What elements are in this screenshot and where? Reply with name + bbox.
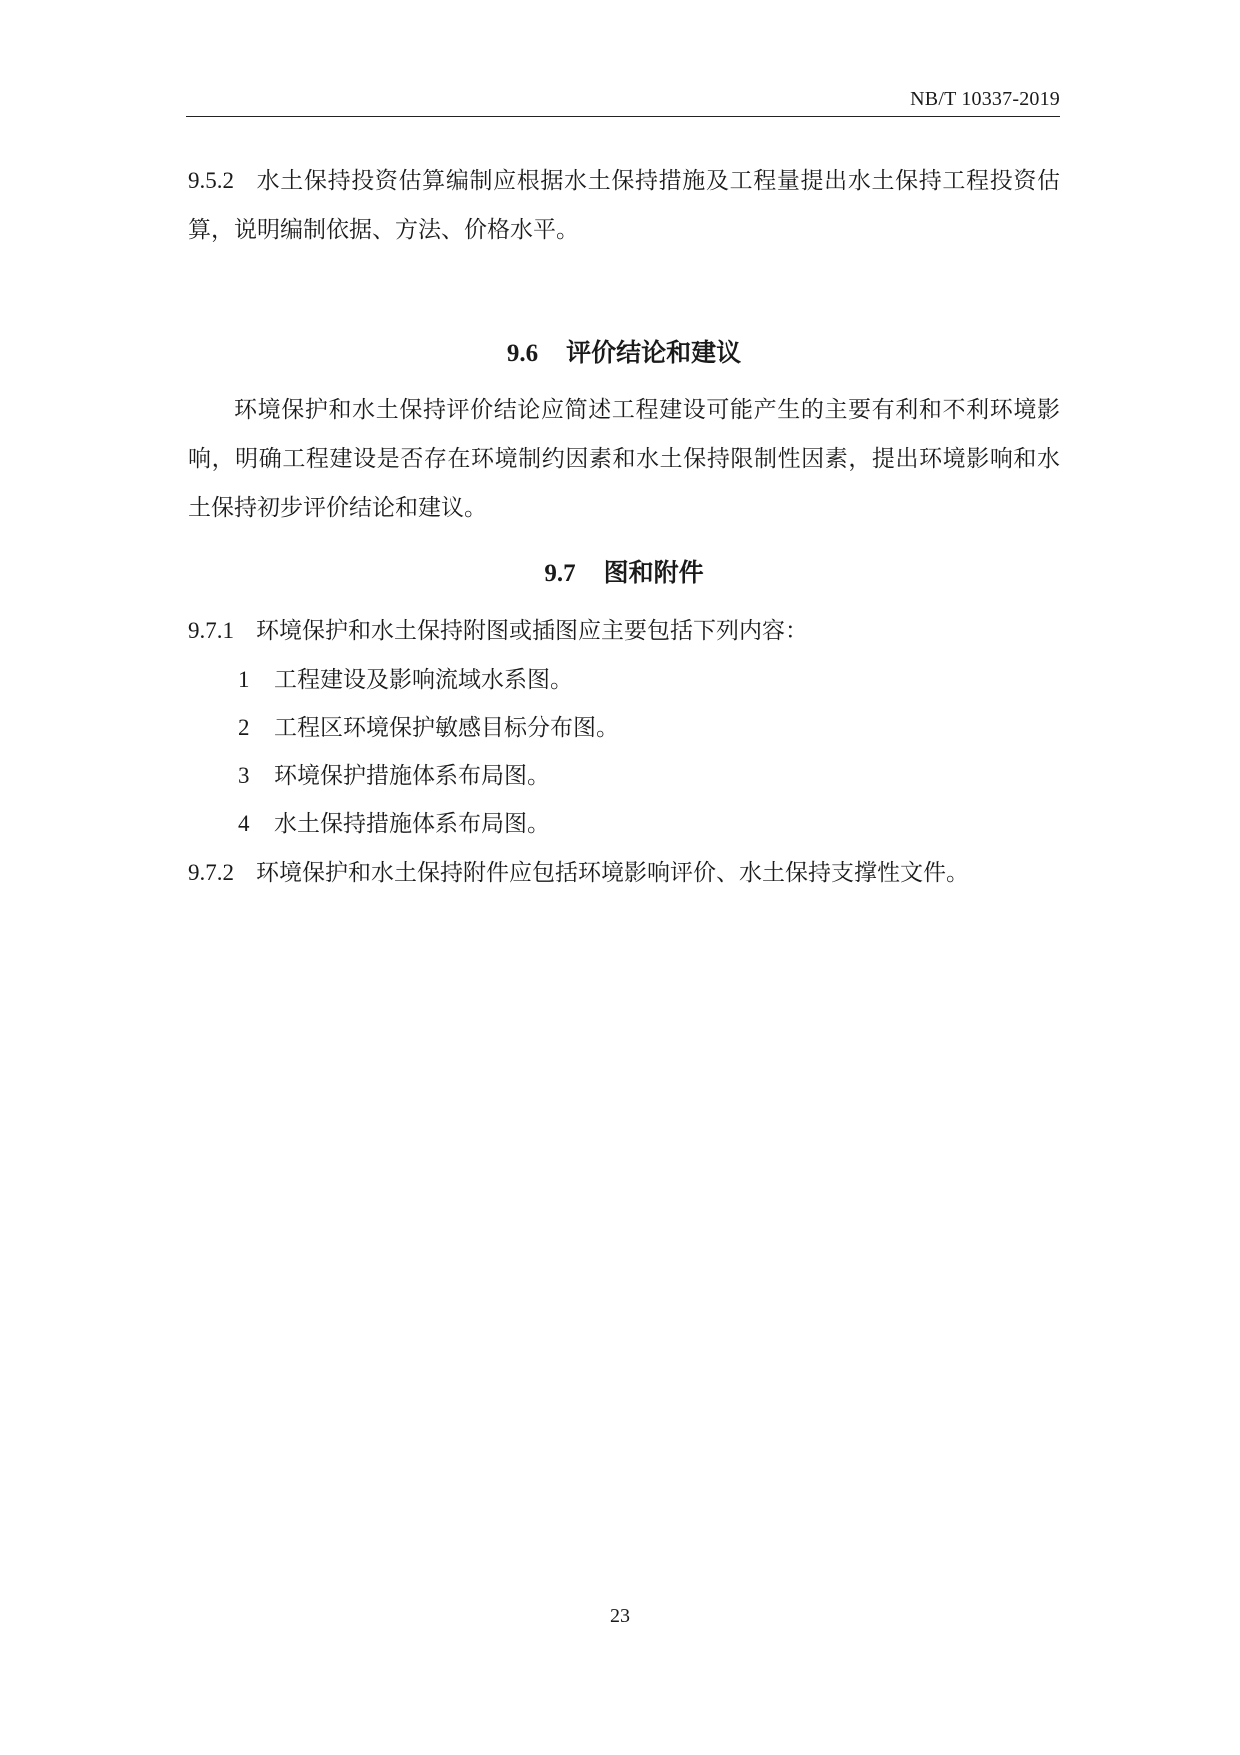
section-heading-9-6: [188, 333, 1060, 374]
clause-number: 9.7.2: [188, 860, 234, 885]
list-item-number: 1: [238, 667, 250, 692]
page-number: 23: [610, 1605, 630, 1627]
list-item: [188, 704, 1060, 752]
standard-code: NB/T 10337-2019: [910, 88, 1060, 110]
list-item-text: 工程区环境保护敏感目标分布图。: [274, 715, 619, 741]
clause-9-7-2: [188, 848, 1060, 898]
list-item-number: 2: [238, 715, 250, 740]
clause-text: 环境保护和水土保持附件应包括环境影响评价、水土保持支撑性文件。: [256, 860, 969, 886]
section-title: 图和附件: [603, 558, 704, 587]
list-item-number: 4: [238, 811, 250, 836]
clause-number: 9.7.1: [188, 618, 234, 643]
clause-text: 水土保持投资估算编制应根据水土保持措施及工程量提出水土保持工程投资估算，说明编制依据、方法、价格水平。: [188, 168, 1060, 243]
list-item: [188, 752, 1060, 800]
section-title: 评价结论和建议: [566, 338, 742, 367]
section-number: 9.6: [506, 340, 539, 367]
section-heading-9-7: [188, 553, 1060, 594]
list-item-text: 环境保护措施体系布局图。: [274, 763, 550, 789]
clause-9-7-1: [188, 606, 1060, 656]
list-item-text: 工程建设及影响流域水系图。: [274, 667, 573, 693]
page-content: [188, 156, 1060, 898]
clause-9-5-2: [188, 156, 1060, 255]
list-item-number: 3: [238, 763, 250, 788]
section-number: 9.7: [544, 560, 576, 587]
list-item: [188, 656, 1060, 704]
section-9-6-paragraph: 环境保护和水土保持评价结论应简述工程建设可能产生的主要有利和不利环境影响，明确工程建设是否存在环境制约因素和水土保持限制性因素，提出环境影响和水土保持初步评价结论和建议。: [188, 397, 1060, 521]
list-item: [188, 800, 1060, 848]
list-item-text: 水土保持措施体系布局图。: [274, 811, 550, 837]
clause-text: 环境保护和水土保持附图或插图应主要包括下列内容：: [256, 618, 808, 644]
clause-number: 9.5.2: [188, 168, 234, 193]
header-divider: [186, 116, 1060, 117]
